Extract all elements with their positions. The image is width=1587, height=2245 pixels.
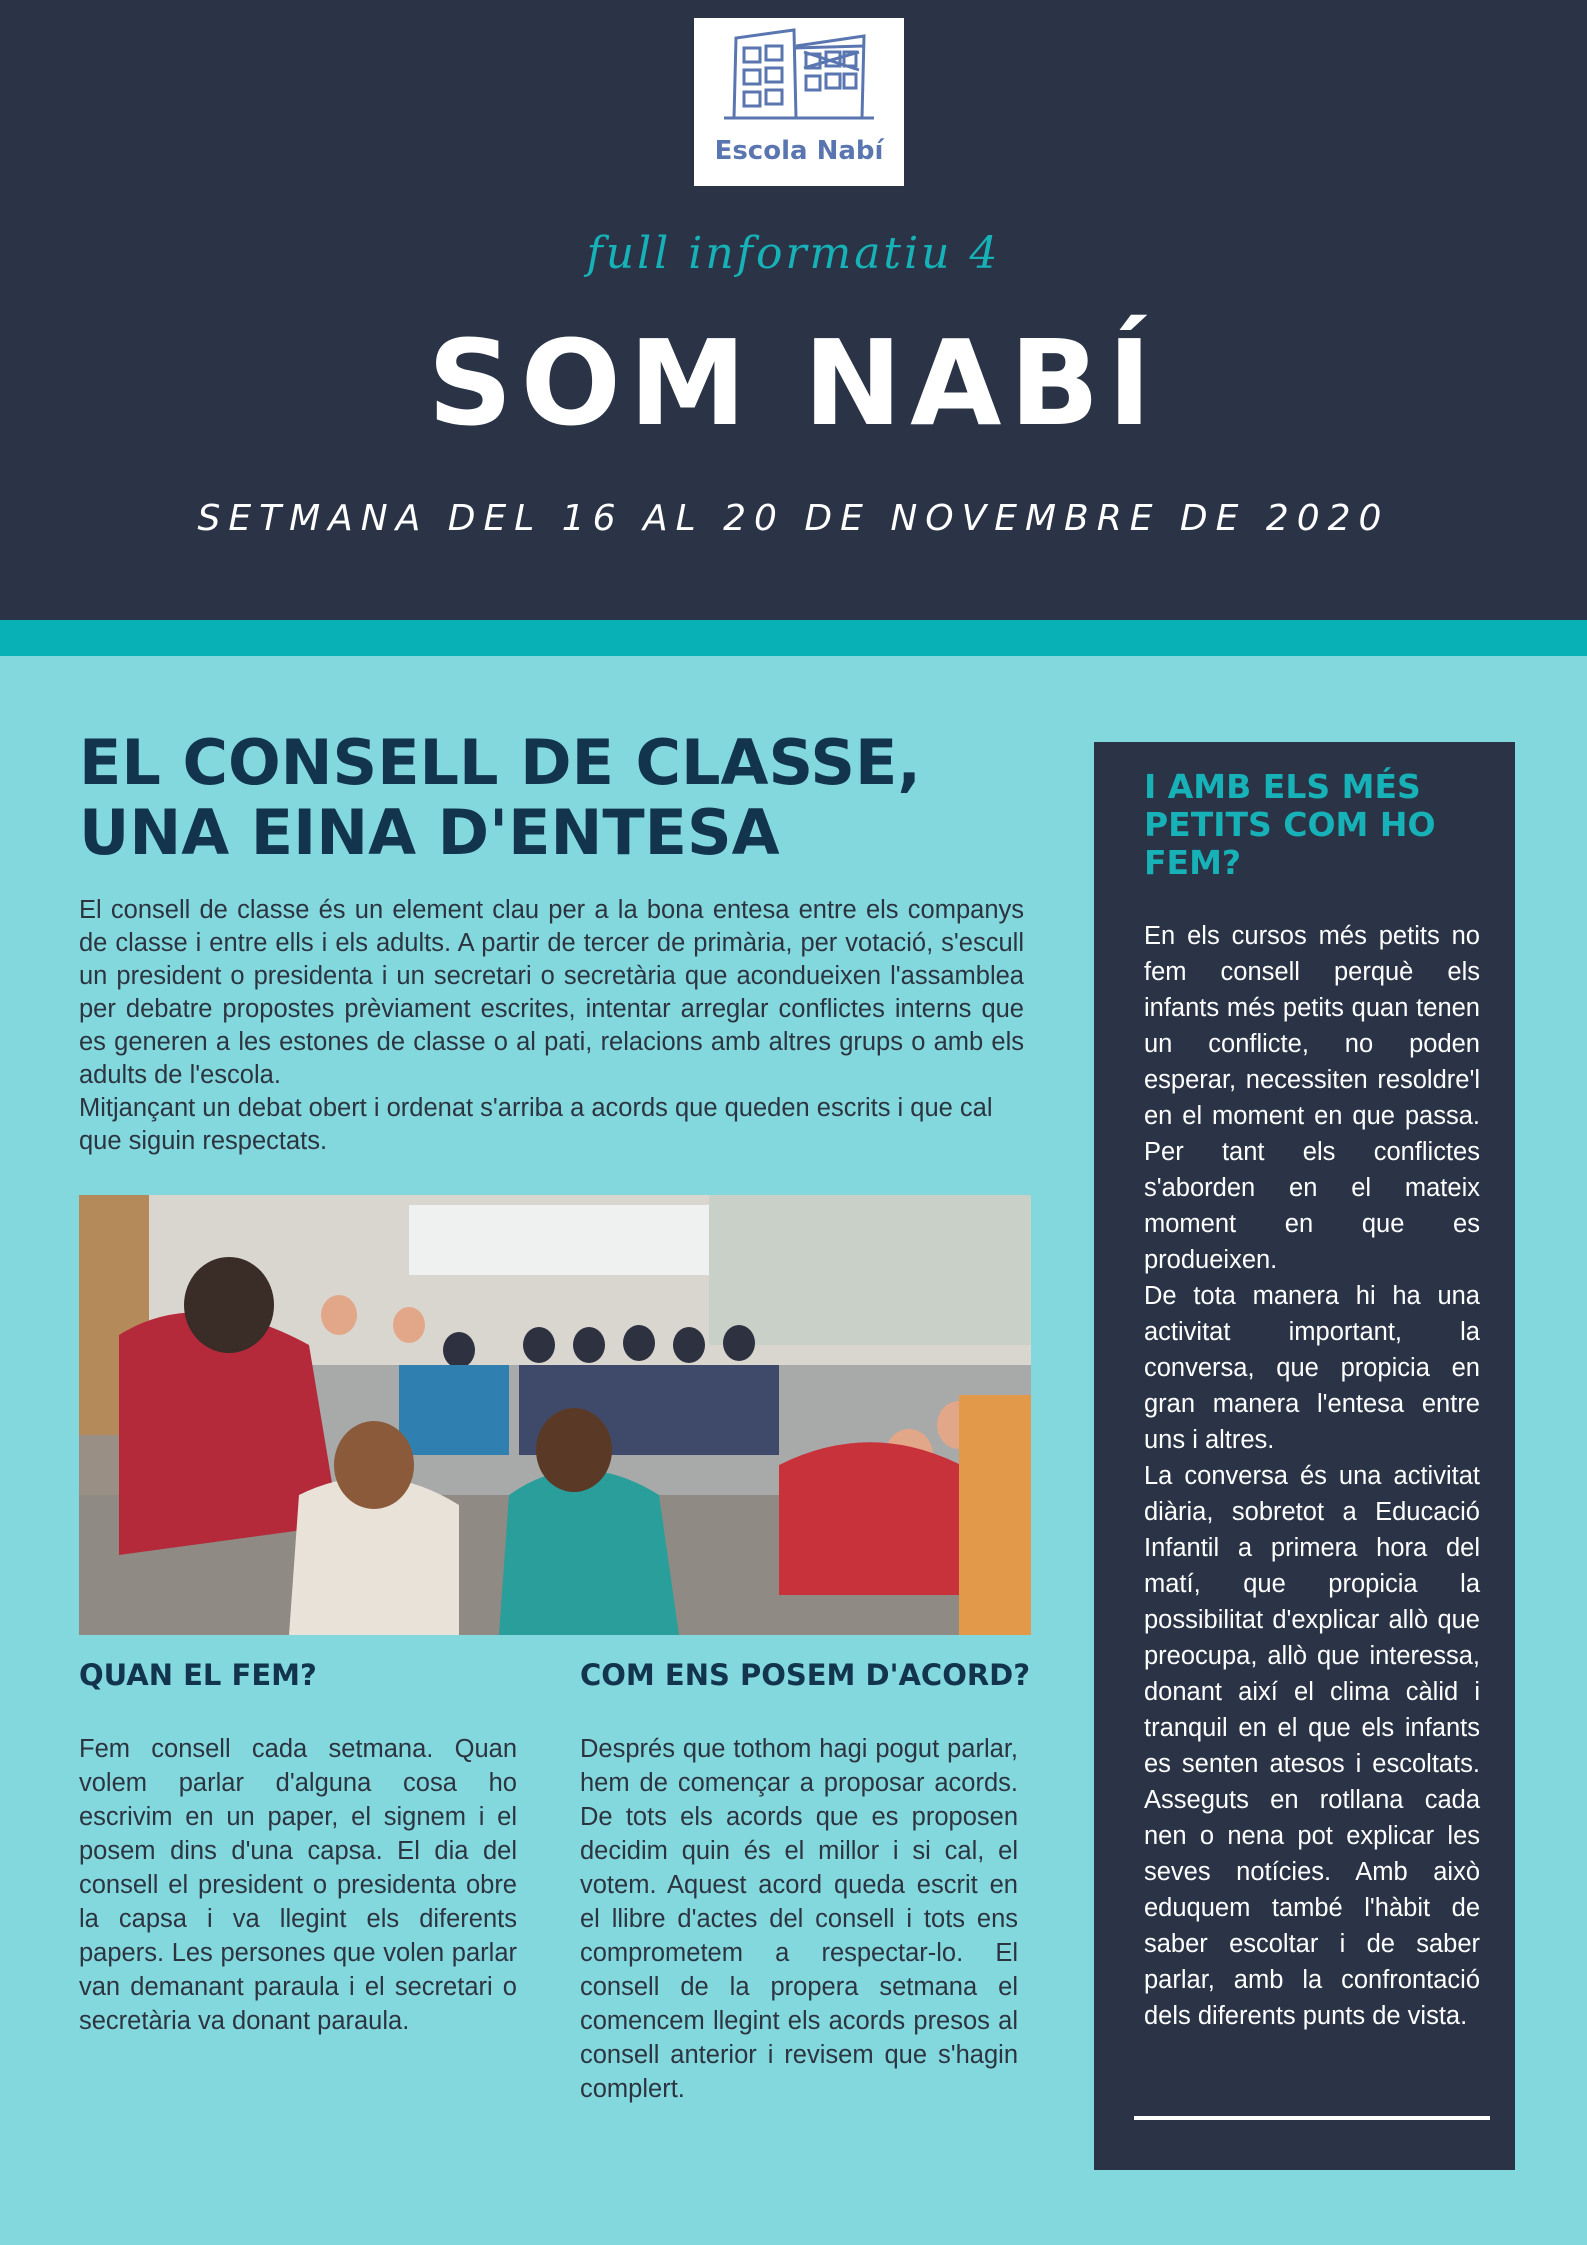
sidebar-divider: [1134, 2116, 1490, 2120]
sidebar-paragraph-3: La conversa és una activitat diària, sobretot a Educació Infantil a primera hora del matí, que propicia la possibilitat d'explicar allò que preocupa, allò que interessa, donant així el clima càlid i tranquil en el que els infants es senten atesos i escoltats. Asseguts en rotllana cada nen o nena pot explicar les seves notícies. Amb això eduquem també l'hàbit de saber escoltar i de saber parlar, amb la confrontació dels diferents punts de vista.: [1144, 1462, 1480, 2030]
school-logo: [694, 18, 904, 186]
intro-paragraph-2: Mitjançant un debat obert i ordenat s'arriba a acords que queden escrits i que cal que siguin respectats.: [79, 1094, 993, 1155]
sidebar-paragraph-2: De tota manera hi ha una activitat important, la conversa, que propicia en gran manera l'entesa entre uns i altres.: [1144, 1282, 1480, 1454]
logo-text: Escola Nabí: [714, 136, 884, 166]
building-sketch-icon: [694, 18, 904, 136]
sidebar-title: I AMB ELS MÉS PETITS COM HO FEM?: [1144, 767, 1436, 882]
issue-label: full informatiu 4: [586, 228, 1001, 279]
header-banner: [0, 0, 1587, 620]
when-text: Fem consell cada setmana. Quan volem parlar d'alguna cosa ho escrivim en un paper, el signem i el posem dins d'una capsa. El dia del consell el president o presidenta obre la capsa i va llegint els diferents papers. Les persones que volen parlar van demanant paraula i el secretari o secretària va donant paraula.: [79, 1735, 517, 2035]
newsletter-title: SOM NABÍ: [427, 314, 1160, 452]
intro-paragraph-1: El consell de classe és un element clau per a la bona entesa entre els companys de classe i entre ells i els adults. A partir de tercer de primària, per votació, s'escull un president o presidenta i un secretari o secretària que acondueixen l'assamblea per debatre propostes prèviament escrites, intentar arreglar conflictes interns que es generen a les estones de classe o al pati, relacions amb altres grups o amb els adults de l'escola.: [79, 896, 1024, 1089]
classroom-circle-photo: [79, 1195, 1031, 1635]
week-dates: SETMANA DEL 16 AL 20 DE NOVEMBRE DE 2020: [197, 498, 1390, 539]
sidebar-paragraph-1: En els cursos més petits no fem consell perquè els infants més petits quan tenen un conflicte, no poden esperar, necessiten resoldre'l en el moment en que passa. Per tant els conflictes s'aborden en el mateix moment en que es produeixen.: [1144, 922, 1480, 1274]
agreement-text: Després que tothom hagi pogut parlar, hem de començar a proposar acords. De tots els acords que es proposen decidim quin és el millor i si cal, el votem. Aquest acord queda escrit en el llibre d'actes del consell i tots ens comprometem a respectar-lo. El consell de la propera setmana el comencem llegint els acords presos al consell anterior i revisem que s'hagin complert.: [580, 1735, 1018, 2103]
sidebar-panel: [1094, 742, 1515, 2170]
article-title: EL CONSELL DE CLASSE, UNA EINA D'ENTESA: [79, 726, 921, 869]
article-intro: [79, 894, 1024, 1158]
when-heading: QUAN EL FEM?: [79, 1658, 317, 1692]
teal-divider: [0, 620, 1587, 656]
classroom-photo: [79, 1195, 1031, 1635]
sidebar-text: [1144, 918, 1480, 2034]
agreement-heading: COM ENS POSEM D'ACORD?: [580, 1658, 1031, 1692]
